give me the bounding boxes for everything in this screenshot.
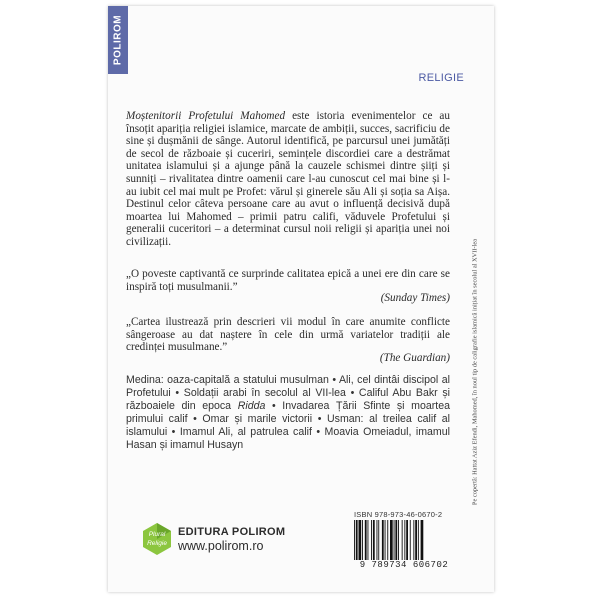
- cover-credit-text: Pe copertă: Hattat Aziz Efendi, Mahomed, în noul tip de caligrafie islamică inițiat în secolul al XVII-lea: [471, 238, 479, 506]
- barcode-bar: [406, 520, 408, 560]
- logo-text: Plural: [148, 531, 166, 538]
- isbn-label: ISBN 978-973-46-0670-2: [354, 510, 443, 519]
- barcode-bar: [398, 520, 399, 560]
- contents-italic: Ridda: [237, 400, 266, 412]
- barcode: [354, 520, 454, 560]
- brand-strip-label: POLIROM: [112, 14, 124, 66]
- barcode-bar: [395, 520, 397, 560]
- publisher-name: EDITURA POLIROM: [178, 526, 286, 538]
- barcode-bar: [354, 520, 355, 560]
- barcode-bar: [365, 520, 367, 560]
- barcode-bar: [418, 520, 419, 560]
- cover-credit: [468, 162, 482, 582]
- barcode-bar: [385, 520, 386, 560]
- barcode-bar: [382, 520, 384, 560]
- barcode-bar: [368, 520, 369, 560]
- barcode-bar: [378, 520, 379, 560]
- brand-strip: [108, 6, 128, 74]
- review-source: (Sunday Times): [380, 292, 450, 304]
- barcode-bar: [371, 520, 372, 560]
- contents-summary: [126, 374, 450, 452]
- barcode-bar: [421, 520, 424, 560]
- barcode-bar: [377, 520, 378, 560]
- barcode-bar: [387, 520, 388, 560]
- book-description: [126, 110, 450, 249]
- publisher-logo-icon: [142, 522, 172, 556]
- barcode-bar: [394, 520, 395, 560]
- contents-text: • Invadarea Țării Sfinte și moartea primului calif • Omar și marile victorii • Usman: al treilea calif al islamului • Imamul Ali, al patrulea calif • Moavia Omeiadul, imamul Hasan și imamul Husayn: [126, 400, 450, 451]
- barcode-bar: [359, 520, 362, 560]
- book-title: Moștenitorii Profetului Mahomed: [126, 110, 286, 122]
- review-source: (The Guardian): [379, 352, 450, 364]
- review-quote: „O poveste captivantă ce surprinde calitatea epică a unei ere din care se inspiră toți musulmanii.”: [126, 268, 450, 293]
- barcode-bar: [390, 520, 393, 560]
- barcode-bar: [373, 520, 375, 560]
- barcode-bar: [362, 520, 363, 560]
- barcode-bar: [413, 520, 414, 560]
- logo-text: Religie: [147, 540, 167, 547]
- barcode-bar: [402, 520, 403, 560]
- category-label: RELIGIE: [418, 72, 464, 84]
- barcode-bar: [410, 520, 411, 560]
- description-text: este istoria evenimentelor ce au însoțit apariția religiei islamice, marcate de ambiții, succes, sacrificiu de sine și dușmănii de sânge. Autorul identifică, pe parcursul unei jumătăți de secol de războaie și cuceriri, semințele discordiei care a destrămat unitatea islamului și a ajunge până la cauzele schismei dintre șiiți și sunniți – rivalitatea dintre oamenii care l-au cunoscut cel mai bine și l-au iubit cel mai mult pe Profet: vărul și ginerele său Ali și soția sa Aișa. Destinul celor câteva persoane care au avut o influență decisivă după moartea lui Mahomed – primii patru califi, văduvele Profetului și generalii cuceritori – a determinat cursul noii religii și apariția unei noi civilizații.: [126, 110, 450, 248]
- book-back-cover: [108, 6, 494, 592]
- publisher-url: www.polirom.ro: [178, 539, 264, 553]
- review-quote: „Cartea ilustrează prin descrieri vii modul în care anumite conflicte sângeroase au dat naștere în cele din urmă variatelor tradiții ale credinței musulmane.”: [126, 316, 450, 354]
- barcode-bar: [356, 520, 358, 560]
- barcode-bar: [415, 520, 417, 560]
- contents-text: Medina: oaza-capitală a statului musulman • Ali, cel dintâi discipol al Profetului • Soldații arabi în secolul al VII-lea • Califul Abu Bakr și războaiele din epoca: [126, 374, 450, 412]
- barcode-digits: 9 789734 606702: [359, 560, 449, 570]
- barcode-bar: [404, 520, 405, 560]
